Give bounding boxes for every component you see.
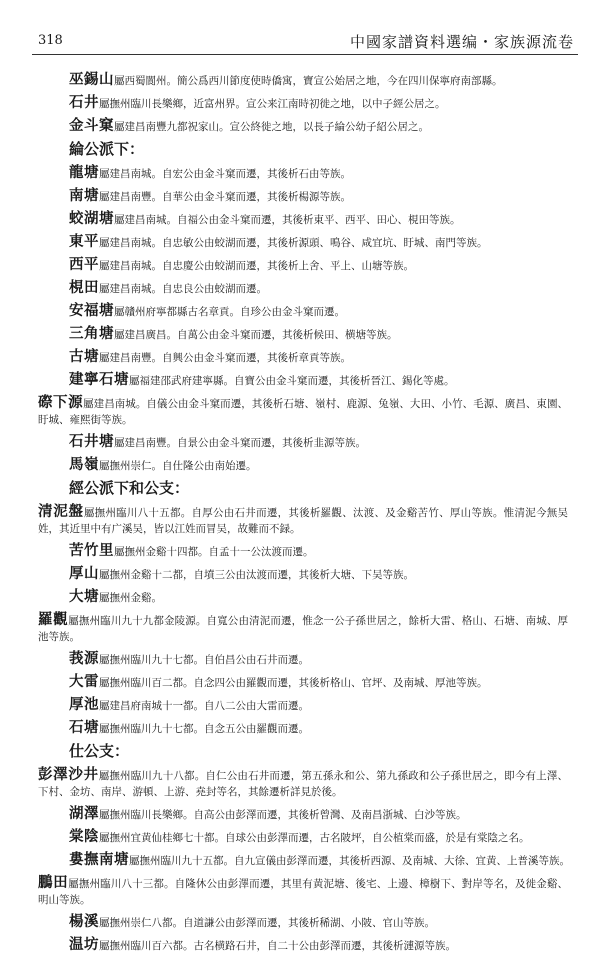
place-name: 古塘 — [69, 348, 99, 365]
entry-text: 屬撫州金谿。 — [99, 592, 162, 604]
entry-text: 屬撫州臨川九十七都。自念五公由羅觀而遷。 — [99, 723, 309, 735]
entry-jiantian — [69, 280, 568, 297]
entry-text: 屬撫州宜黄仙桂鄉七十都。自球公由彭澤而遷，古名陂坪，自公植棠而盛，於是有棠陰之名。 — [99, 832, 530, 844]
entry-text: 屬建昌南城。自忠良公由蛟湖而遷。 — [99, 283, 267, 295]
entry-text: 屬撫州金谿十二都，自墳三公由汰渡而遷，其後析大塘、下吴等族。 — [99, 569, 414, 581]
entry-text: 屬建昌廣昌。自萬公由金斗窠而遷，其後析候田、横塘等族。 — [114, 329, 398, 341]
place-name: 莪源 — [69, 650, 99, 667]
place-name: 磜下源 — [38, 394, 84, 411]
entry-text: 屬撫州金谿十四都。自孟十一公汰渡而遷。 — [114, 546, 314, 558]
place-name: 楊溪 — [69, 913, 99, 930]
entry-houshan — [69, 566, 568, 583]
place-name: 南塘 — [69, 187, 99, 204]
place-name: 石井塘 — [69, 433, 114, 450]
entry-text: 屬撫州臨川九十九都金陵源。自寬公由清泥而遷，惟念一公子孫世居之，餘析大雷、格山、石塘、南城、厚池等族。 — [38, 615, 569, 643]
place-name: 巫錫山 — [69, 71, 114, 88]
entry-text: 屬撫州臨川九十七都。自伯昌公由石井而遷。 — [99, 654, 309, 666]
entry-longtang — [69, 165, 568, 182]
entry-wenfang — [69, 937, 568, 954]
place-name: 安福塘 — [69, 302, 114, 319]
entry-nantang — [69, 188, 568, 205]
entry-shijingtang — [69, 434, 568, 451]
place-name: 彭澤沙井 — [38, 766, 99, 783]
entry-text: 屬撫州崇仁八都。自道謙公由彭澤而遷，其後析稀湖、小陂、官山等族。 — [99, 917, 435, 929]
entry-text: 屬撫州臨川百二都。自念四公由羅觀而遷，其後析格山、官坪、及南城、厚池等族。 — [99, 677, 488, 689]
running-title: 中國家譜資料選编・家族源流卷 — [349, 33, 574, 51]
main-text — [38, 71, 570, 960]
place-name: 蛟湖塘 — [69, 210, 114, 227]
entry-text: 屬西蜀閬州。簡公爲西川節度使時僑寓，寶宣公始居之地，今在四川保寧府南部縣。 — [114, 75, 503, 87]
entry-text: 屬建昌南城。自忠慶公由蛟湖而遷，其後析上舍、平上、山塘等族。 — [99, 260, 414, 272]
place-name: 厚池 — [69, 696, 99, 713]
place-name: 苦竹里 — [69, 542, 114, 559]
entry-luoguan — [38, 612, 568, 645]
entry-text: 屬贛州府寧都縣古名章貢。自珍公由金斗窠而遷。 — [114, 306, 345, 318]
entry-text: 屬撫州臨川百六都。古名横路石井，自二十公由彭澤而遷，其後析漣源等族。 — [99, 940, 456, 952]
place-name: 湖澤 — [69, 805, 99, 822]
entry-xiping — [69, 257, 568, 274]
place-name: 温坊 — [69, 936, 99, 953]
place-name: 大塘 — [69, 588, 99, 605]
entry-text: 屬撫州臨川八十三都。自隆休公由彭澤而遷，其里有黄泥塘、後宅、上邊、樟樹下、對岸等名，及徙金谿、明山等族。 — [38, 878, 569, 906]
entry-sanjiaotang — [69, 326, 568, 343]
place-name: 西平 — [69, 256, 99, 273]
entry-text: 屬撫州臨川長樂鄉，近富州界。宣公来江南時初徙之地，以中子經公居之。 — [99, 98, 446, 110]
place-name: 鵬田 — [38, 874, 69, 891]
entry-kuzhuli — [69, 543, 568, 560]
page-number: 318 — [38, 33, 63, 48]
entry-jiaohutang — [69, 211, 568, 228]
entry-datang — [69, 589, 568, 606]
place-name: 羅觀 — [38, 611, 69, 628]
entry-text: 屬建昌南豐九都祝家山。宣公終徙之地，以長子綸公幼子紹公居之。 — [114, 121, 429, 133]
entry-qingnipan — [38, 504, 568, 537]
section-heading-jing: 經公派下和公支： — [69, 479, 190, 497]
entry-eyuan — [69, 651, 568, 668]
entry-houchi — [69, 697, 568, 714]
place-name: 馬嶺 — [69, 456, 99, 473]
entry-shitang — [69, 720, 568, 737]
place-name: 石塘 — [69, 719, 99, 736]
entry-text: 屬建昌府南城十一都。自八二公由大雷而遷。 — [99, 700, 309, 712]
entry-text: 屬建昌南豐。自華公由金斗窠而遷，其後析楊源等族。 — [99, 191, 351, 203]
entry-text: 屬建昌南城。自宏公由金斗窠而遷，其後析石由等族。 — [99, 168, 351, 180]
place-name: 東平 — [69, 233, 99, 250]
entry-tangyin — [69, 829, 568, 846]
section-heading-shi: 仕公支： — [69, 742, 130, 760]
entry-text: 屬建昌南城。自忠敏公由蛟湖而遷，其後析源頭、鳴谷、咸宜坑、盱城、南門等族。 — [99, 237, 488, 249]
entry-wuxishan — [69, 72, 568, 89]
entry-huze — [69, 806, 568, 823]
entry-text: 屬福建邵武府建寧縣。自寶公由金斗窠而遷，其後析晉江、錫化等處。 — [129, 375, 455, 387]
entry-text: 屬撫州臨川九十五都。自九宣儀由彭澤而遷，其後析西源、及南城、大徐、宜黄、上普溪等族。 — [129, 855, 570, 867]
place-name: 建寧石塘 — [69, 371, 129, 388]
entry-qixiayuan — [38, 395, 568, 428]
entry-text: 屬撫州崇仁。自仕隆公由南始遷。 — [99, 460, 257, 472]
entry-jindouke — [69, 118, 568, 135]
entry-gutang — [69, 349, 568, 366]
place-name: 石井 — [69, 94, 99, 111]
entry-text: 屬撫州臨川八十五都。自厚公由石井而遷，其後析羅觀、汰渡、及金谿苦竹、厚山等族。惟清泥今無吴姓，其近里中有广溪吴，皆以江姓而冒吴，故難而不録。 — [38, 507, 569, 535]
place-name: 厚山 — [69, 565, 99, 582]
page-header — [32, 30, 578, 55]
entry-text: 屬建昌南城。自福公由金斗窠而遷，其後析東平、西平、田心、梘田等族。 — [114, 214, 461, 226]
place-name: 棠陰 — [69, 828, 99, 845]
entry-text: 屬建昌南豐。自景公由金斗窠而遷，其後析韭源等族。 — [114, 437, 366, 449]
place-name: 三角塘 — [69, 325, 114, 342]
place-name: 金斗窠 — [69, 117, 114, 134]
entry-text: 屬撫州臨川長樂鄉。自高公由彭澤而遷，其後析曾灣、及南昌浙城、白沙等族。 — [99, 809, 467, 821]
entry-dalei — [69, 674, 568, 691]
entry-dongping — [69, 234, 568, 251]
entry-pengze-shajing — [38, 767, 568, 800]
entry-text: 屬建昌南豐。自興公由金斗窠而遷，其後析章貢等族。 — [99, 352, 351, 364]
entry-jianning-shitang — [69, 372, 568, 389]
entry-anfutang — [69, 303, 568, 320]
entry-pengtian — [38, 875, 568, 908]
place-name: 梘田 — [69, 279, 99, 296]
entry-text: 屬建昌南城。自儀公由金斗窠而遷，其後析石塘、嶺村、鹿源、兔嶺、大田、小竹、毛源、廣昌、東園、盱城、雍熙街等族。 — [38, 398, 568, 426]
section-heading-lun: 綸公派下： — [69, 140, 145, 158]
entry-yangxi — [69, 914, 568, 931]
place-name: 清泥盤 — [38, 503, 84, 520]
entry-shijing — [69, 95, 568, 112]
place-name: 龍塘 — [69, 164, 99, 181]
entry-text: 屬撫州臨川九十八都。自仁公由石井而遷，第五孫永和公、第九孫政和公子孫世居之，即今有上澤、下村、金坊、南岸、游頓、上游、堯封等名，其餘遷析詳見於後。 — [38, 770, 569, 798]
place-name: 婁撫南塘 — [69, 851, 129, 868]
entry-loufu-nantang — [69, 852, 568, 869]
place-name: 大雷 — [69, 673, 99, 690]
entry-maling — [69, 457, 568, 474]
